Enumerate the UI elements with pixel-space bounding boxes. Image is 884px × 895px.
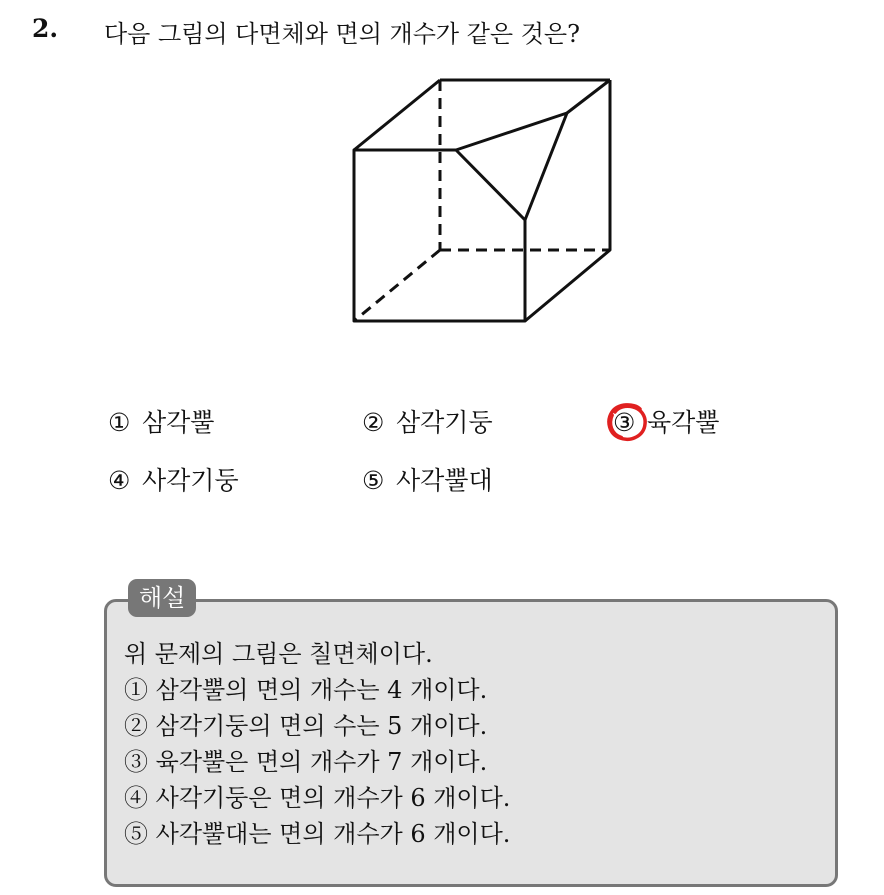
solution-box (104, 599, 838, 887)
choice-2-label: 삼각기둥 (396, 408, 493, 437)
polyhedron-figure (340, 70, 630, 335)
choice-4[interactable] (108, 461, 239, 497)
top-left-edge (354, 80, 440, 150)
choice-1-label: 삼각뿔 (142, 408, 215, 437)
solution-line-6: ⑤ 사각뿔대는 면의 개수가 6 개이다. (124, 820, 511, 848)
solution-tag: 해설 (128, 579, 196, 617)
cut-corner-edges (456, 113, 567, 220)
choice-2[interactable] (362, 403, 493, 439)
right-face-edges (525, 80, 610, 321)
answer-circle-mark (604, 400, 650, 444)
choice-3-label: 육각뿔 (647, 408, 720, 437)
choice-1-number: ① (108, 408, 131, 437)
hidden-diagonal-edge (354, 250, 440, 321)
choice-1[interactable] (108, 403, 214, 439)
choice-5-number: ⑤ (362, 466, 385, 495)
solution-line-5: ④ 사각기둥은 면의 개수가 6 개이다. (124, 784, 511, 812)
choice-2-number: ② (362, 408, 385, 437)
choice-5[interactable] (362, 461, 493, 497)
choice-5-label: 사각뿔대 (396, 466, 493, 495)
solution-line-2: ① 삼각뿔의 면의 개수는 4 개이다. (124, 676, 488, 704)
solution-line-1: 위 문제의 그림은 칠면체이다. (124, 640, 433, 668)
question-text: 다음 그림의 다면체와 면의 개수가 같은 것은? (104, 20, 580, 48)
question-number: 2. (32, 14, 59, 43)
cut-to-back-edge (567, 80, 610, 113)
solution-line-3: ② 삼각기둥의 면의 수는 5 개이다. (124, 712, 488, 740)
solution-line-4: ③ 육각뿔은 면의 개수가 7 개이다. (124, 748, 488, 776)
choice-4-label: 사각기둥 (142, 466, 239, 495)
choice-4-number: ④ (108, 466, 131, 495)
choice-3-number: ③ (613, 408, 636, 437)
